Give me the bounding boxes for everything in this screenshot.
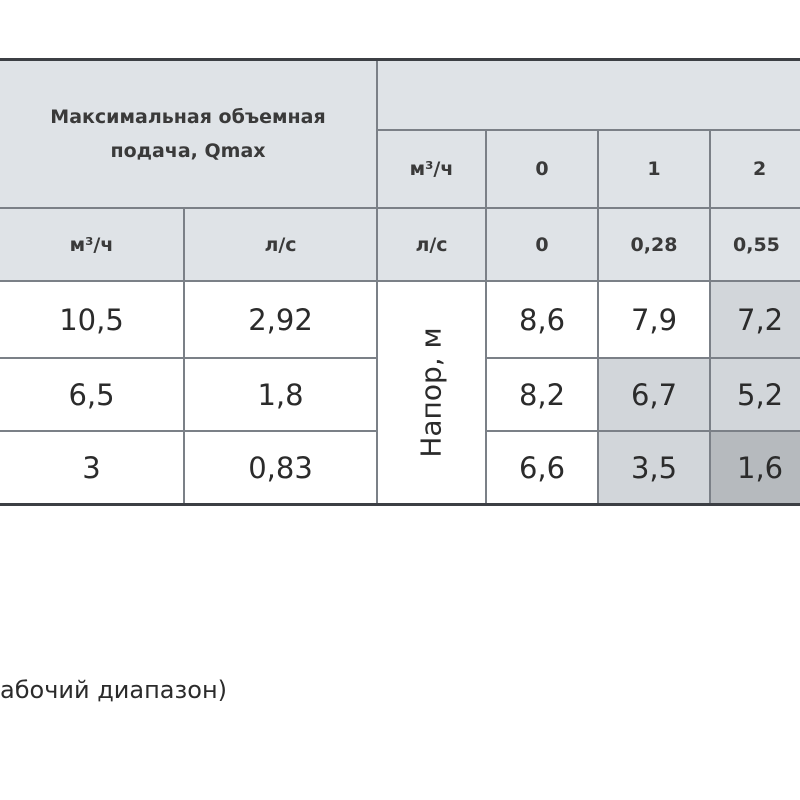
table-row-1-head-1: 7,9	[630, 302, 678, 337]
table-row-3-qmax-ls: 0,83	[248, 450, 313, 485]
table-bottom-border	[0, 503, 800, 506]
grid-line	[487, 357, 800, 359]
table-top-border	[0, 58, 800, 61]
flow-ls-1: 0,28	[599, 209, 709, 280]
flow-header-band	[378, 61, 800, 129]
table-row-1-head-0: 8,6	[518, 302, 566, 337]
table-row-1-qmax-ls: 2,92	[248, 302, 313, 337]
head-axis-label: Напор, м	[414, 327, 448, 458]
flow-unit-m3h: м³/ч	[378, 131, 485, 207]
table-row-3-head-1: 3,5	[599, 432, 709, 503]
grid-line	[0, 357, 377, 359]
flow-ls-0: 0	[487, 209, 597, 280]
table-row-2-qmax-ls: 1,8	[257, 377, 304, 412]
grid-line	[378, 129, 800, 131]
flow-m3h-2: 2	[711, 131, 800, 207]
table-row-2-head-1: 6,7	[599, 359, 709, 430]
legend-footnote: абочий диапазон)	[0, 676, 227, 704]
grid-line	[0, 280, 800, 282]
flow-m3h-1: 1	[599, 131, 709, 207]
table-row-1-head-2: 7,2	[711, 282, 800, 357]
qmax-unit-m3h: м³/ч	[0, 209, 183, 280]
grid-line	[0, 430, 377, 432]
qmax-header	[0, 61, 376, 207]
qmax-header-label: Максимальная объемная подача, Qmax	[50, 106, 326, 162]
grid-line	[485, 129, 487, 503]
grid-line	[183, 207, 185, 503]
flow-ls-2: 0,55	[711, 209, 800, 280]
table-row-1-qmax-m3h: 10,5	[59, 302, 124, 337]
grid-line	[376, 61, 378, 503]
grid-line	[597, 129, 599, 503]
table-row-2-head-0: 8,2	[518, 377, 566, 412]
table-row-3-qmax-m3h: 3	[82, 450, 101, 485]
flow-unit-ls: л/с	[378, 209, 485, 280]
grid-line	[0, 207, 800, 209]
table-row-3-head-2: 1,6	[711, 432, 800, 503]
table-row-2-head-2: 5,2	[711, 359, 800, 430]
grid-line	[709, 129, 711, 503]
table-row-2-qmax-m3h: 6,5	[68, 377, 115, 412]
qmax-unit-ls: л/с	[185, 209, 376, 280]
flow-m3h-0: 0	[487, 131, 597, 207]
table-row-3-head-0: 6,6	[518, 450, 566, 485]
grid-line	[487, 430, 800, 432]
